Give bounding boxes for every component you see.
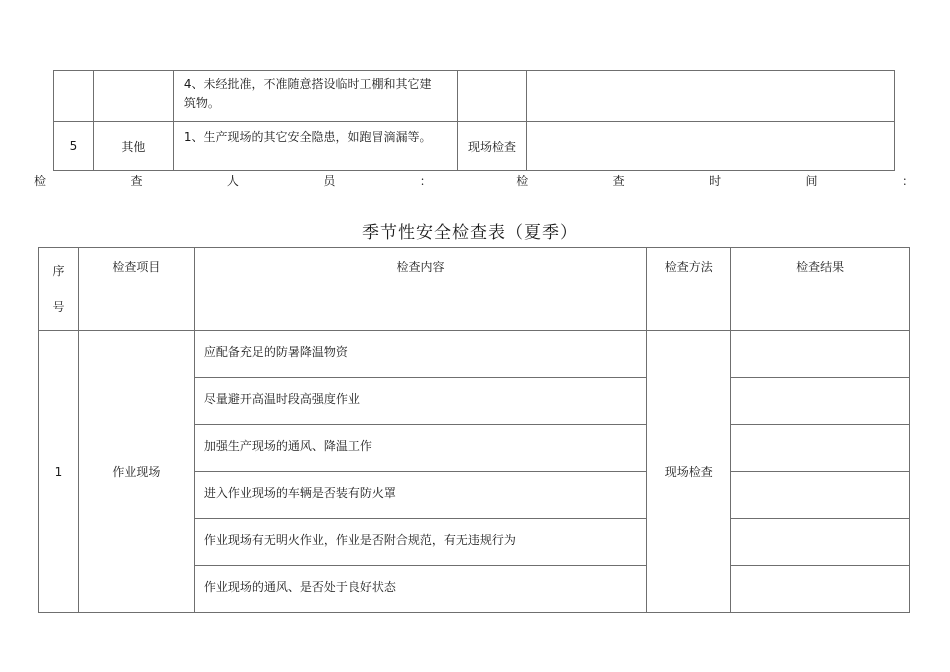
result-cell — [731, 566, 910, 613]
table-row — [54, 71, 895, 122]
content-cell: 尽量避开高温时段高强度作业 — [194, 378, 646, 425]
sign-char: 人 — [226, 174, 239, 188]
content-cell — [173, 71, 457, 122]
result-cell — [527, 122, 895, 171]
content-cell: 进入作业现场的车辆是否装有防火罩 — [194, 472, 646, 519]
method-cell: 现场检查 — [457, 122, 527, 171]
sign-char: 时 — [709, 174, 722, 188]
sign-char: ： — [419, 174, 432, 188]
result-cell — [527, 71, 895, 122]
result-cell — [731, 378, 910, 425]
summer-inspection-table — [38, 247, 910, 613]
method-cell: 现场检查 — [647, 331, 731, 613]
header-seq-line: 序 — [52, 264, 65, 278]
result-cell — [731, 331, 910, 378]
sign-char: 员 — [323, 174, 336, 188]
header-seq-line: 号 — [52, 300, 65, 314]
method-cell — [457, 71, 527, 122]
table-row — [54, 122, 895, 171]
header-row — [39, 248, 910, 331]
result-cell — [731, 425, 910, 472]
sign-char: ： — [901, 174, 914, 188]
content-cell: 加强生产现场的通风、降温工作 — [194, 425, 646, 472]
sign-char: 检 — [516, 174, 529, 188]
header-seq — [39, 248, 79, 331]
page-title: 季节性安全检查表（夏季） — [362, 223, 578, 243]
seq-cell — [54, 71, 94, 122]
top-table — [53, 70, 895, 171]
table-row — [39, 331, 910, 378]
sign-char: 间 — [805, 174, 818, 188]
result-cell — [731, 519, 910, 566]
header-result: 检查结果 — [731, 248, 910, 331]
content-line: 筑物。 — [183, 96, 220, 110]
content-cell: 1、生产现场的其它安全隐患，如跑冒滴漏等。 — [173, 122, 457, 171]
seq-cell: 5 — [54, 122, 94, 171]
content-cell: 作业现场的通风、是否处于良好状态 — [194, 566, 646, 613]
content-cell: 应配备充足的防暑降温物资 — [194, 331, 646, 378]
inspector-time-line — [34, 172, 914, 189]
header-content: 检查内容 — [194, 248, 646, 331]
item-cell: 作业现场 — [78, 331, 194, 613]
item-cell: 其他 — [93, 122, 173, 171]
header-item: 检查项目 — [78, 248, 194, 331]
seq-cell: 1 — [39, 331, 79, 613]
result-cell — [731, 472, 910, 519]
item-cell — [93, 71, 173, 122]
header-method: 检查方法 — [647, 248, 731, 331]
content-line: 4、未经批准，不准随意搭设临时工棚和其它建 — [183, 77, 432, 91]
content-cell: 作业现场有无明火作业，作业是否附合规范，有无违规行为 — [194, 519, 646, 566]
sign-char: 检 — [34, 174, 47, 188]
sign-char: 查 — [130, 174, 143, 188]
sign-char: 查 — [612, 174, 625, 188]
